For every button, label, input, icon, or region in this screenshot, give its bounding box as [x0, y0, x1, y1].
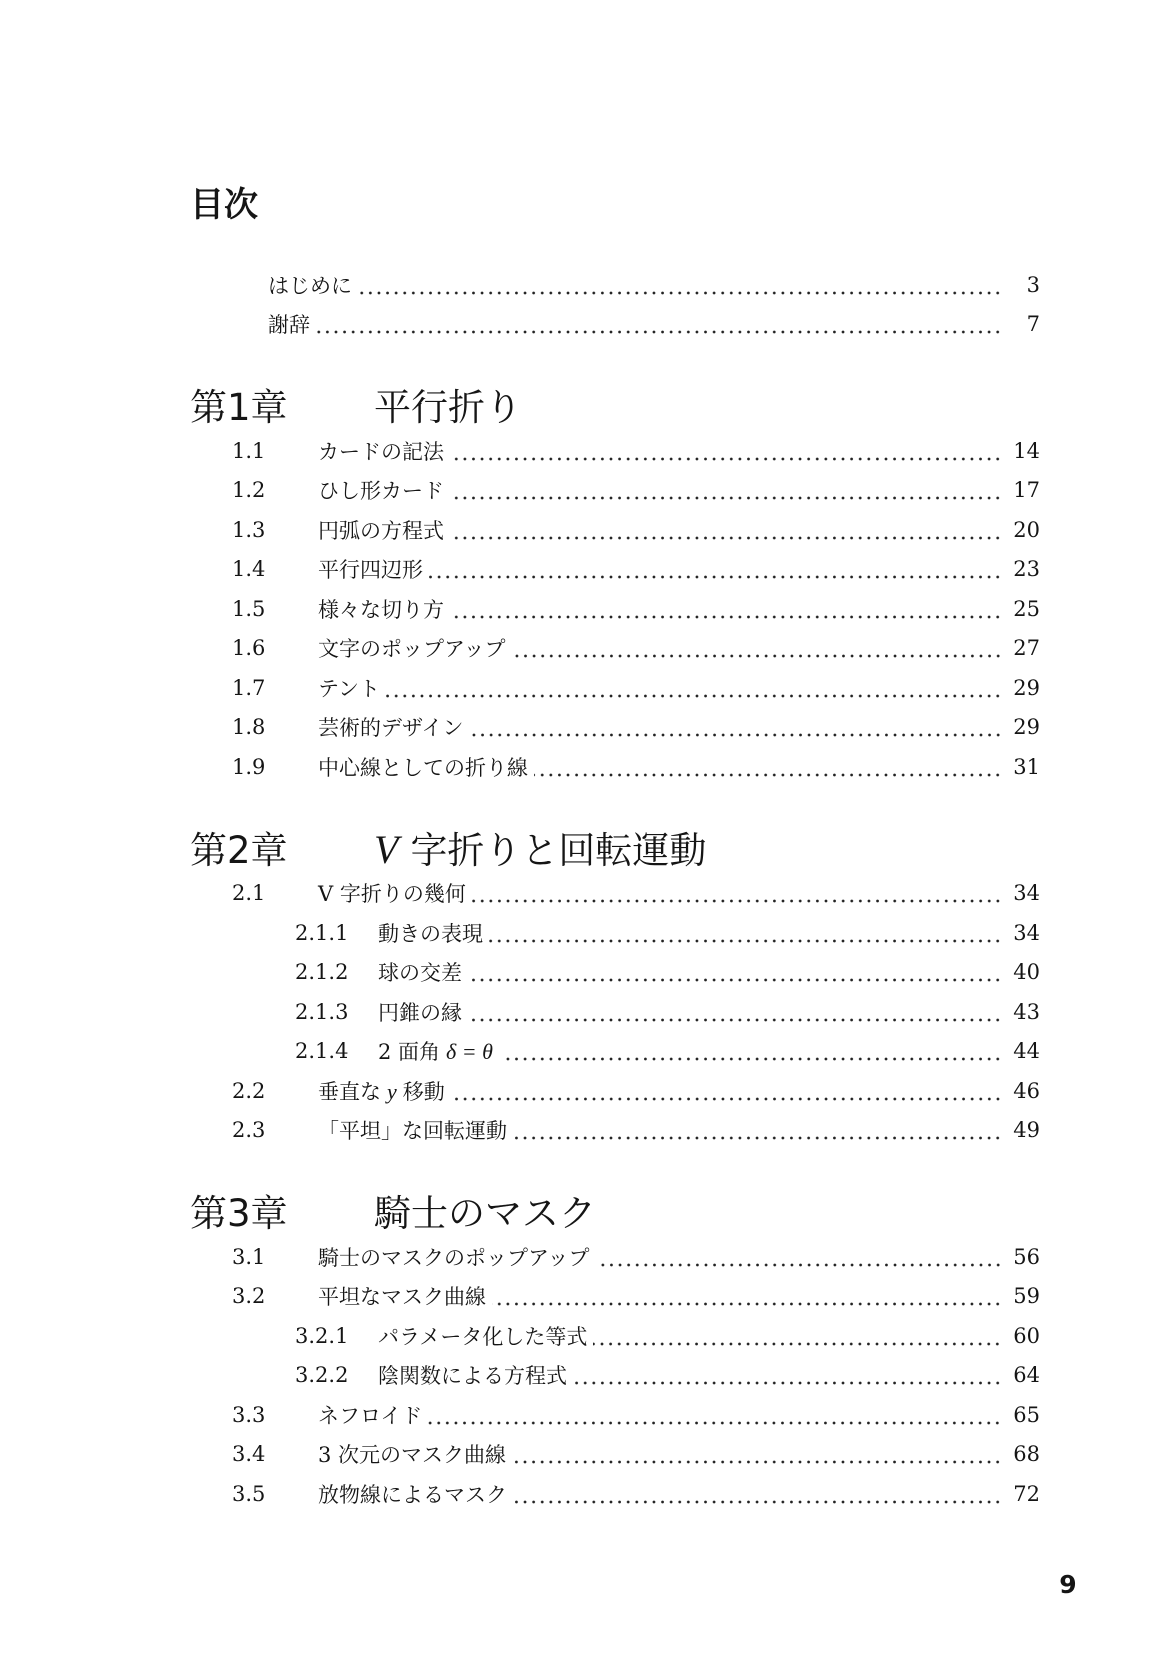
entry-number: 2.1.2: [295, 960, 349, 985]
entry-page: 29: [1013, 675, 1040, 700]
entry-page: 29: [1013, 715, 1040, 740]
chapter-title: 騎士のマスク: [374, 1192, 596, 1235]
entry-number: 3.1: [232, 1244, 266, 1269]
dot-leader: [593, 1342, 1002, 1346]
page-number: 9: [1059, 1570, 1077, 1599]
entry-title: 陰関数による方程式: [378, 1364, 567, 1389]
entry-page: 44: [1013, 1039, 1040, 1064]
toc-entry: [232, 1237, 1040, 1277]
entry-page: 23: [1013, 557, 1040, 582]
dot-leader: [472, 899, 1002, 903]
entry-title: 平行四辺形: [318, 558, 423, 583]
entry-page: 59: [1013, 1284, 1040, 1309]
entry-page: 7: [1026, 312, 1040, 337]
entry-number: 1.7: [232, 675, 266, 700]
toc-entry: [232, 1071, 1040, 1111]
toc-entry: [232, 668, 1040, 708]
entry-page: 56: [1013, 1244, 1040, 1269]
dot-leader: [534, 773, 1002, 777]
entry-title: 芸術的デザイン: [318, 716, 464, 741]
toc-entry: [232, 708, 1040, 748]
entry-title: [318, 1076, 445, 1106]
title-text: 2 面角: [378, 1040, 441, 1065]
entry-number: 1.2: [232, 478, 266, 503]
entry-page: 43: [1013, 999, 1040, 1024]
table-of-contents: [0, 179, 1165, 1514]
entry-number: 3.2.2: [295, 1363, 349, 1388]
entry-title: 謝辞: [268, 313, 310, 338]
entry-number: 1.1: [232, 438, 266, 463]
entry-title: 「平坦」な回転運動: [318, 1119, 507, 1144]
chapter-heading: [190, 377, 1165, 431]
dot-leader: [468, 978, 1002, 982]
entry-title: カードの記法: [318, 439, 444, 464]
entry-title: 騎士のマスクのポップアップ: [318, 1245, 590, 1270]
chapter-label: 第2章: [190, 828, 288, 872]
entry-page: 72: [1013, 1481, 1040, 1506]
toc-entry: [295, 992, 1040, 1032]
entry-number: 3.2.1: [295, 1323, 349, 1348]
toc-entry: [295, 1032, 1040, 1072]
dot-leader: [429, 575, 1002, 579]
chapter-title: 平行折り: [374, 386, 522, 429]
entry-number: 1.5: [232, 596, 266, 621]
entry-number: 1.3: [232, 517, 266, 542]
dot-leader: [450, 496, 1002, 500]
toc-entry: [232, 589, 1040, 629]
entry-number: 1.6: [232, 636, 266, 661]
entry-title: はじめに: [268, 273, 352, 298]
dot-leader: [450, 457, 1002, 461]
dot-leader: [596, 1263, 1002, 1267]
entry-page: 46: [1013, 1078, 1040, 1103]
toc-entry: [232, 874, 1040, 914]
chapter-label: 第3章: [190, 1192, 288, 1235]
dot-leader: [512, 654, 1002, 658]
dot-leader: [358, 291, 1002, 295]
title-text: 垂直な: [318, 1079, 381, 1104]
entry-number: 1.9: [232, 754, 266, 779]
math-expression: y: [387, 1078, 397, 1104]
math-expression: V: [374, 826, 399, 872]
entry-page: 49: [1013, 1118, 1040, 1143]
math-expression: δ = θ: [446, 1039, 493, 1065]
dot-leader: [513, 1500, 1002, 1504]
entry-number: 3.2: [232, 1284, 266, 1309]
entry-number: 3.4: [232, 1442, 266, 1467]
toc-entry: [232, 1111, 1040, 1151]
entry-page: 68: [1013, 1442, 1040, 1467]
dot-leader: [513, 1136, 1002, 1140]
entry-page: 17: [1013, 478, 1040, 503]
dot-leader: [451, 1097, 1002, 1101]
toc-entry: [232, 1277, 1040, 1317]
entry-number: 3.3: [232, 1402, 266, 1427]
chapter-heading: [190, 1183, 1165, 1237]
entry-title: [378, 1036, 499, 1066]
toc-entry: [268, 265, 1040, 305]
title-text: 移動: [402, 1079, 445, 1104]
entry-page: 3: [1026, 272, 1040, 297]
toc-entry: [232, 471, 1040, 511]
dot-leader: [573, 1381, 1002, 1385]
entry-number: 2.1.4: [295, 1039, 349, 1064]
entry-title: 様々な切り方: [318, 597, 444, 622]
toc-entry: [232, 747, 1040, 787]
entry-title: 文字のポップアップ: [318, 637, 506, 662]
entry-number: 3.5: [232, 1481, 266, 1506]
entry-page: 20: [1013, 517, 1040, 542]
entry-page: 34: [1013, 881, 1040, 906]
dot-leader: [428, 1421, 1002, 1425]
entry-title: 3 次元のマスク曲線: [318, 1443, 507, 1468]
entry-page: 14: [1013, 438, 1040, 463]
chapter-heading: [190, 820, 1165, 874]
entry-page: 31: [1013, 754, 1040, 779]
toc-entry: [295, 913, 1040, 953]
entry-page: 65: [1013, 1402, 1040, 1427]
entry-title: 中心線としての折り線: [318, 755, 528, 780]
entry-title: 球の交差: [378, 961, 462, 986]
entry-page: 25: [1013, 596, 1040, 621]
entry-page: 27: [1013, 636, 1040, 661]
entry-title: パラメータ化した等式: [378, 1324, 588, 1349]
entry-title: テント: [318, 676, 380, 701]
entry-title: 動きの表現: [378, 921, 483, 946]
entry-title: ネフロイド: [318, 1403, 423, 1428]
entry-title: 平坦なマスク曲線: [318, 1285, 486, 1310]
entry-title: 円錐の縁: [378, 1000, 462, 1025]
toc-entry: [295, 1316, 1040, 1356]
entry-title: ひし形カード: [318, 479, 444, 504]
dot-leader: [505, 1057, 1002, 1061]
dot-leader: [489, 939, 1002, 943]
entry-number: 2.1.1: [295, 920, 349, 945]
toc-entry: [232, 1395, 1040, 1435]
toc-entry: [232, 550, 1040, 590]
toc-entry: [295, 1356, 1040, 1396]
dot-leader: [386, 694, 1002, 698]
entry-number: 2.3: [232, 1118, 266, 1143]
entry-page: 64: [1013, 1363, 1040, 1388]
dot-leader: [316, 330, 1002, 334]
toc-entry: [232, 1435, 1040, 1475]
toc-title: 目次: [190, 185, 258, 225]
chapter-title: [374, 820, 706, 874]
entry-number: 1.8: [232, 715, 266, 740]
toc-entry: [268, 305, 1040, 345]
entry-number: 1.4: [232, 557, 266, 582]
title-text: 字折りと回転運動: [410, 828, 707, 872]
dot-leader: [492, 1302, 1002, 1306]
entry-number: 2.2: [232, 1078, 266, 1103]
dot-leader: [450, 536, 1002, 540]
entry-number: 2.1.3: [295, 999, 349, 1024]
toc-entry: [295, 953, 1040, 993]
dot-leader: [450, 615, 1002, 619]
toc-entry: [232, 431, 1040, 471]
entry-page: 34: [1013, 920, 1040, 945]
entry-page: 40: [1013, 960, 1040, 985]
chapter-label: 第1章: [190, 386, 288, 429]
entry-title: 円弧の方程式: [318, 518, 444, 543]
entry-number: 2.1: [232, 881, 266, 906]
toc-entry: [232, 510, 1040, 550]
dot-leader: [512, 1460, 1002, 1464]
entry-title: V 字折りの幾何: [318, 882, 466, 907]
toc-entry: [232, 629, 1040, 669]
entry-title: 放物線によるマスク: [318, 1482, 507, 1507]
dot-leader: [468, 1018, 1002, 1022]
entry-page: 60: [1013, 1323, 1040, 1348]
dot-leader: [470, 733, 1002, 737]
toc-entry: [232, 1474, 1040, 1514]
